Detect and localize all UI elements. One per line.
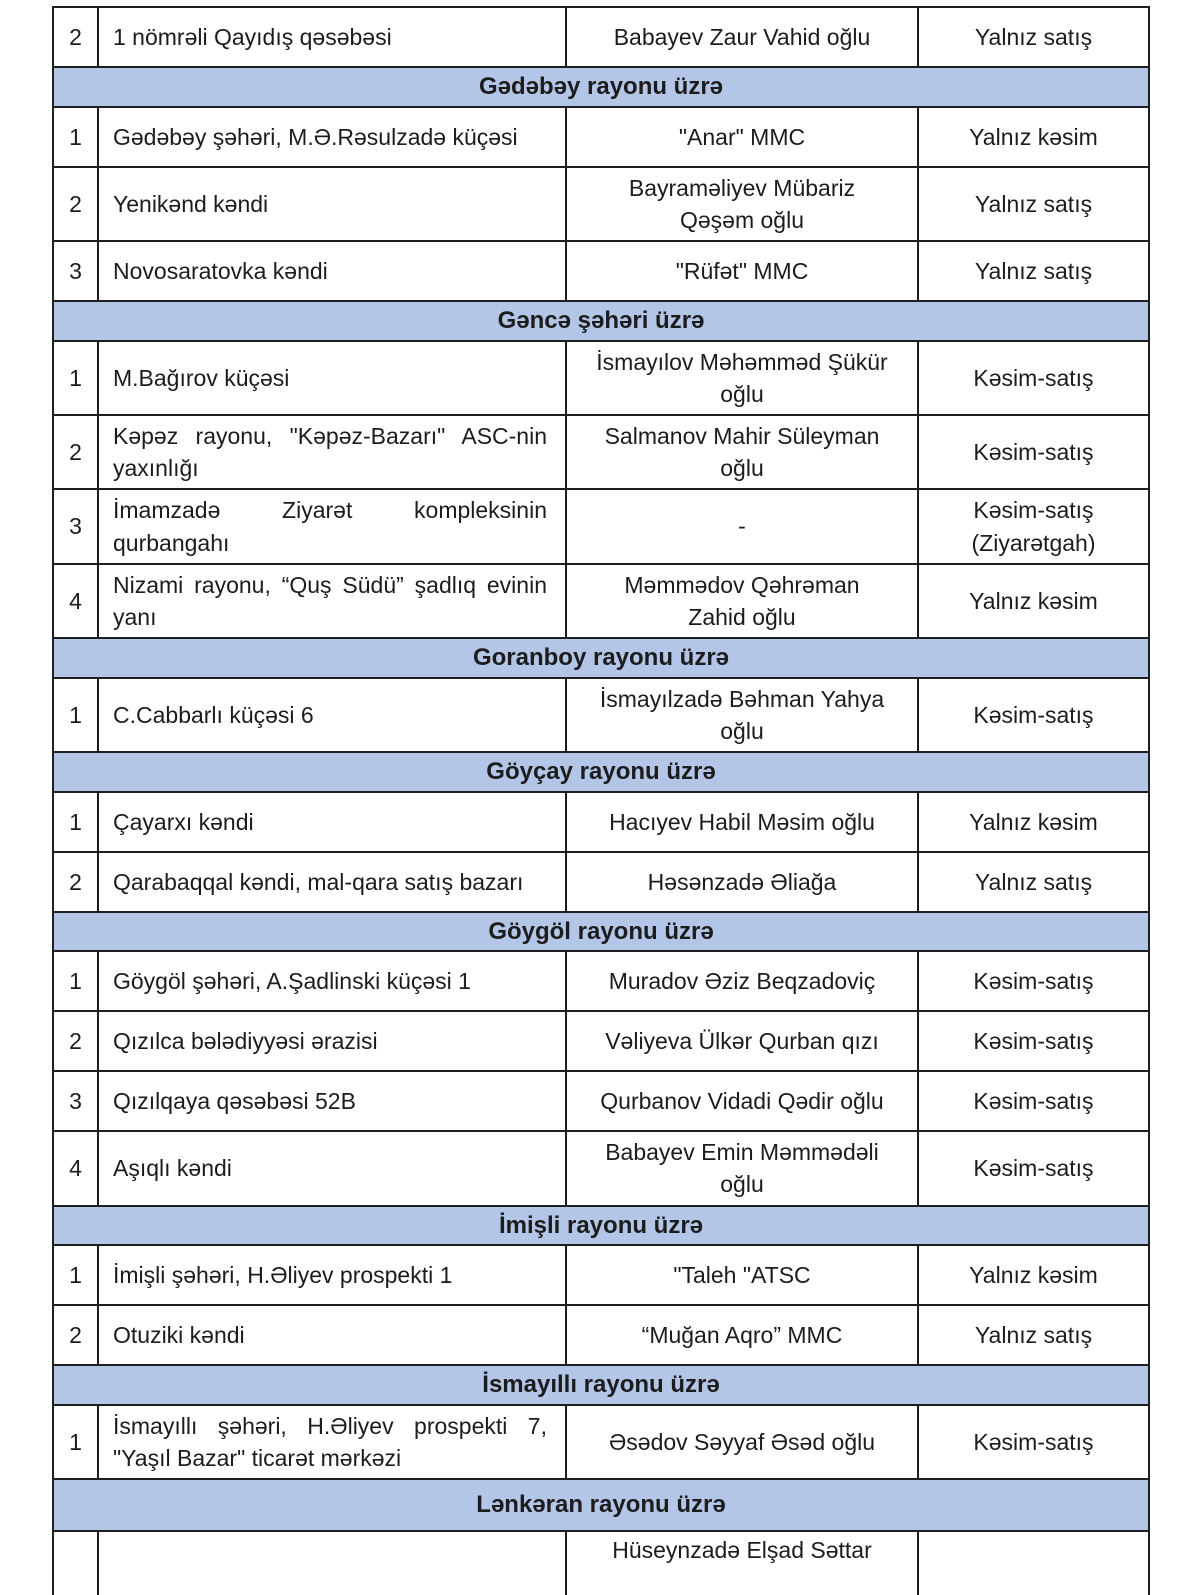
location-cell: C.Cabbarlı küçəsi 6 (98, 678, 566, 752)
owner-cell: Əsədov Səyyaf Əsəd oğlu (566, 1405, 918, 1479)
slaughter-points-table (52, 6, 1150, 1595)
row-number-cell: 1 (53, 1405, 98, 1479)
district-section-header (53, 752, 1149, 792)
row-number-cell: 1 (53, 107, 98, 167)
sale-type-cell: Yalnız satış (918, 852, 1149, 912)
row-number-cell: 2 (53, 167, 98, 241)
owner-cell: Həsənzadə Əliağa (566, 852, 918, 912)
table-row (53, 1405, 1149, 1479)
sale-type-cell: Yalnız satış (918, 1305, 1149, 1365)
location-cell: Yenikənd kəndi (98, 167, 566, 241)
location-cell: Novosaratovka kəndi (98, 241, 566, 301)
table-row (53, 792, 1149, 852)
sale-type-cell: Kəsim-satış (918, 415, 1149, 489)
location-cell: Qızılca bələdiyyəsi ərazisi (98, 1011, 566, 1071)
sale-type-cell: Kəsim-satış (918, 1011, 1149, 1071)
sale-type-cell: Kəsim-satış (918, 341, 1149, 415)
location-cell: Gədəbəy şəhəri, M.Ə.Rəsulzadə küçəsi (98, 107, 566, 167)
table-row (53, 341, 1149, 415)
row-number-cell: 1 (53, 951, 98, 1011)
row-number-cell: 2 (53, 7, 98, 67)
table-row (53, 1011, 1149, 1071)
row-number-cell: 2 (53, 1011, 98, 1071)
table-row (53, 1305, 1149, 1365)
document-page (0, 6, 1200, 1564)
district-section-title: Lənkəran rayonu üzrə (53, 1479, 1149, 1531)
district-section-header (53, 1365, 1149, 1405)
location-cell: Nizami rayonu, “Quş Südü” şadlıq evinin yanı (98, 564, 566, 638)
location-cell: Qarabaqqal kəndi, mal-qara satış bazarı (98, 852, 566, 912)
district-section-header (53, 912, 1149, 952)
district-section-title: Goranboy rayonu üzrə (53, 638, 1149, 678)
location-cell: Çayarxı kəndi (98, 792, 566, 852)
row-number-cell: 3 (53, 489, 98, 563)
sale-type-cell: Yalnız satış (918, 241, 1149, 301)
district-section-header (53, 638, 1149, 678)
location-cell: Aşıqlı kəndi (98, 1131, 566, 1205)
owner-cell: Bayraməliyev Mübariz Qəşəm oğlu (566, 167, 918, 241)
owner-cell: İsmayılov Məhəmməd Şükür oğlu (566, 341, 918, 415)
row-number-cell: 1 (53, 341, 98, 415)
table-row (53, 7, 1149, 67)
row-number-cell: 2 (53, 415, 98, 489)
owner-cell: Məmmədov Qəhrəman Zahid oğlu (566, 564, 918, 638)
owner-cell: Salmanov Mahir Süleyman oğlu (566, 415, 918, 489)
table-row (53, 678, 1149, 752)
location-cell: Otuziki kəndi (98, 1305, 566, 1365)
table-row (53, 564, 1149, 638)
owner-cell: Babayev Zaur Vahid oğlu (566, 7, 918, 67)
district-section-title: Gədəbəy rayonu üzrə (53, 67, 1149, 107)
table-row (53, 1531, 1149, 1595)
sale-type-cell (918, 1531, 1149, 1595)
row-number-cell: 3 (53, 241, 98, 301)
owner-cell: Qurbanov Vidadi Qədir oğlu (566, 1071, 918, 1131)
row-number-cell: 2 (53, 852, 98, 912)
table-row (53, 951, 1149, 1011)
table-row (53, 107, 1149, 167)
location-cell: 1 nömrəli Qayıdış qəsəbəsi (98, 7, 566, 67)
row-number-cell: 1 (53, 678, 98, 752)
owner-cell: Muradov Əziz Beqzadoviç (566, 951, 918, 1011)
table-row (53, 415, 1149, 489)
owner-cell: Hacıyev Habil Məsim oğlu (566, 792, 918, 852)
owner-cell: İsmayılzadə Bəhman Yahya oğlu (566, 678, 918, 752)
table-row (53, 241, 1149, 301)
sale-type-cell: Yalnız kəsim (918, 564, 1149, 638)
owner-cell: Babayev Emin Məmmədəli oğlu (566, 1131, 918, 1205)
sale-type-cell: Kəsim-satış (Ziyarətgah) (918, 489, 1149, 563)
row-number-cell: 1 (53, 1245, 98, 1305)
location-cell: İmişli şəhəri, H.Əliyev prospekti 1 (98, 1245, 566, 1305)
district-section-header (53, 1206, 1149, 1246)
owner-cell: Vəliyeva Ülkər Qurban qızı (566, 1011, 918, 1071)
district-section-title: Göygöl rayonu üzrə (53, 912, 1149, 952)
row-number-cell: 4 (53, 564, 98, 638)
row-number-cell: 3 (53, 1071, 98, 1131)
district-section-title: İmişli rayonu üzrə (53, 1206, 1149, 1246)
location-cell: M.Bağırov küçəsi (98, 341, 566, 415)
row-number-cell: 4 (53, 1131, 98, 1205)
sale-type-cell: Kəsim-satış (918, 1405, 1149, 1479)
row-number-cell: 1 (53, 792, 98, 852)
owner-cell: "Taleh "ATSC (566, 1245, 918, 1305)
sale-type-cell: Yalnız satış (918, 7, 1149, 67)
sale-type-cell: Kəsim-satış (918, 1071, 1149, 1131)
owner-cell: "Anar" MMC (566, 107, 918, 167)
table-row (53, 167, 1149, 241)
sale-type-cell: Kəsim-satış (918, 1131, 1149, 1205)
sale-type-cell: Yalnız kəsim (918, 1245, 1149, 1305)
sale-type-cell: Yalnız kəsim (918, 792, 1149, 852)
sale-type-cell: Yalnız satış (918, 167, 1149, 241)
table-row (53, 852, 1149, 912)
sale-type-cell: Yalnız kəsim (918, 107, 1149, 167)
location-cell: Qızılqaya qəsəbəsi 52B (98, 1071, 566, 1131)
location-cell (98, 1531, 566, 1595)
owner-cell: - (566, 489, 918, 563)
table-row (53, 1071, 1149, 1131)
district-section-title: Göyçay rayonu üzrə (53, 752, 1149, 792)
district-section-header (53, 301, 1149, 341)
location-cell: Kəpəz rayonu, "Kəpəz-Bazarı" ASC-nin yaxınlığı (98, 415, 566, 489)
sale-type-cell: Kəsim-satış (918, 951, 1149, 1011)
owner-cell: Hüseynzadə Elşad Səttar (566, 1531, 918, 1595)
location-cell: İmamzadə Ziyarət kompleksinin qurbangahı (98, 489, 566, 563)
owner-cell: "Rüfət" MMC (566, 241, 918, 301)
location-cell: İsmayıllı şəhəri, H.Əliyev prospekti 7, "Yaşıl Bazar" ticarət mərkəzi (98, 1405, 566, 1479)
row-number-cell (53, 1531, 98, 1595)
district-section-header (53, 67, 1149, 107)
district-section-header (53, 1479, 1149, 1531)
district-section-title: Gəncə şəhəri üzrə (53, 301, 1149, 341)
table-row (53, 489, 1149, 563)
sale-type-cell: Kəsim-satış (918, 678, 1149, 752)
district-section-title: İsmayıllı rayonu üzrə (53, 1365, 1149, 1405)
location-cell: Göygöl şəhəri, A.Şadlinski küçəsi 1 (98, 951, 566, 1011)
row-number-cell: 2 (53, 1305, 98, 1365)
table-row (53, 1245, 1149, 1305)
table-row (53, 1131, 1149, 1205)
owner-cell: “Muğan Aqro” MMC (566, 1305, 918, 1365)
